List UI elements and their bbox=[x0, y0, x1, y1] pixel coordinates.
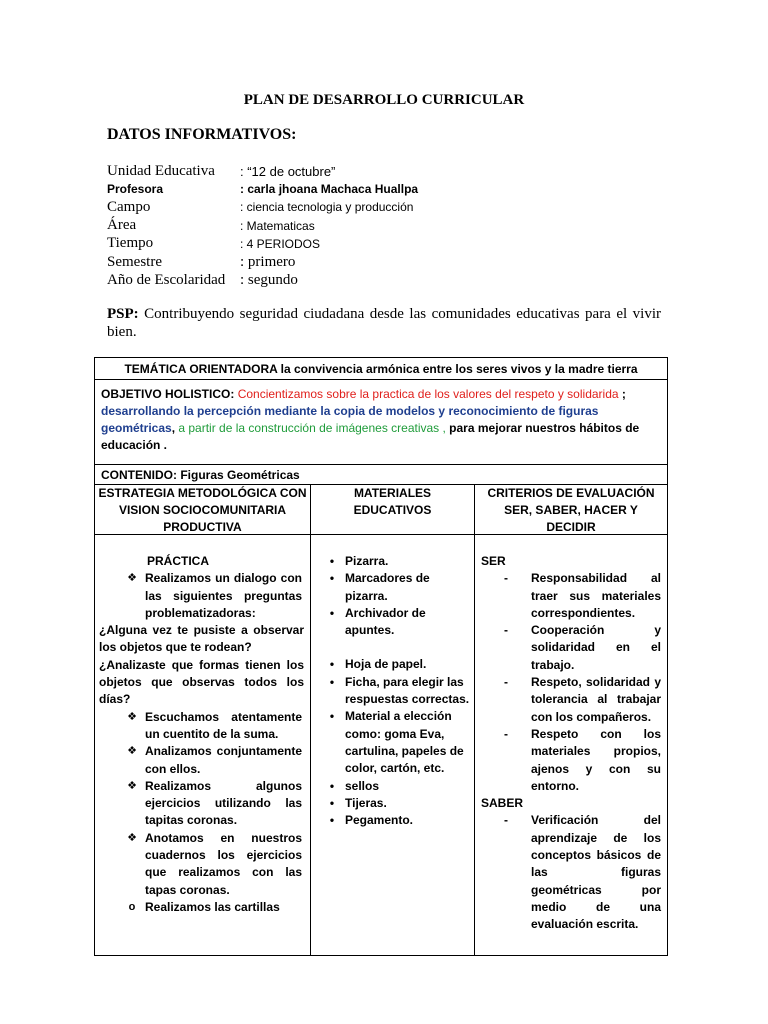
info-row-semestre bbox=[107, 253, 418, 271]
objetivo-blue-text: desarrollando la percepción mediante la copia de modelos y reconocimiento de figuras geométricas bbox=[101, 404, 599, 435]
bullet-icon: • bbox=[329, 554, 335, 568]
criterio-item bbox=[475, 812, 667, 933]
criterios-cell bbox=[475, 535, 667, 955]
column-headers-row bbox=[95, 485, 667, 535]
estrategia-cell bbox=[95, 535, 311, 955]
criterio-text: Cooperación y solidaridad en el trabajo. bbox=[531, 623, 661, 672]
material-text: Marcadores de pizarra. bbox=[345, 571, 430, 603]
psp-text: Contribuyendo seguridad ciudadana desde las comunidades educativas para el vivir bien. bbox=[107, 306, 661, 340]
material-item bbox=[311, 656, 474, 673]
material-item bbox=[311, 570, 474, 605]
list-item-text: Anotamos en nuestros cuadernos los ejercicios que realizamos con las tapas coronas. bbox=[145, 830, 302, 897]
material-item bbox=[311, 795, 474, 812]
info-value: : ciencia tecnologia y producción bbox=[240, 200, 414, 215]
material-item bbox=[311, 674, 474, 709]
material-item bbox=[311, 605, 474, 640]
list-item bbox=[95, 899, 310, 916]
diamond-bullet-icon: ❖ bbox=[127, 710, 137, 723]
diamond-bullet-icon: ❖ bbox=[127, 779, 137, 792]
ser-heading: SER bbox=[481, 554, 506, 568]
info-label: Campo bbox=[107, 198, 151, 215]
material-item bbox=[311, 708, 474, 777]
practica-heading: PRÁCTICA bbox=[147, 554, 209, 568]
info-label: Tiempo bbox=[107, 235, 154, 252]
datos-heading: DATOS INFORMATIVOS: bbox=[107, 126, 297, 143]
info-row-anio bbox=[107, 271, 418, 289]
material-item bbox=[311, 553, 474, 570]
materiales-cell bbox=[311, 535, 475, 955]
document-title: PLAN DE DESARROLLO CURRICULAR bbox=[243, 92, 525, 108]
question-text: ¿Analizaste que formas tienen los objetos que observas todos los días? bbox=[99, 657, 304, 707]
bullet-icon: • bbox=[329, 813, 335, 828]
material-text: Material a elección como: goma Eva, cartulina, papeles de color, cartón, etc. bbox=[345, 709, 464, 776]
bullet-icon: • bbox=[329, 778, 335, 793]
content-row bbox=[95, 535, 667, 955]
dash-bullet-icon: - bbox=[504, 813, 508, 828]
dash-bullet-icon: - bbox=[504, 675, 508, 690]
info-label: Profesora bbox=[107, 182, 164, 197]
tematica-row: TEMÁTICA ORIENTADORA la convivencia armónica entre los seres vivos y la madre tierra bbox=[95, 358, 667, 380]
header-estrategia: ESTRATEGIA METODOLÓGICA CON VISION SOCIOCOMUNITARIA PRODUCTIVA bbox=[95, 485, 311, 534]
info-row-area bbox=[107, 217, 418, 235]
info-label: Año de Escolaridad bbox=[107, 271, 226, 288]
criterio-item bbox=[475, 726, 667, 795]
criterio-text: Respeto con los materiales propios, ajenos y con su entorno. bbox=[531, 726, 661, 793]
saber-heading: SABER bbox=[481, 796, 524, 811]
info-value: : Matematicas bbox=[240, 218, 315, 233]
objetivo-red-text: Concientizamos sobre la practica de los valores del respeto y solidarida bbox=[237, 387, 619, 401]
bullet-icon: • bbox=[329, 709, 335, 724]
dash-bullet-icon: - bbox=[504, 726, 508, 741]
material-text: Pizarra. bbox=[345, 554, 389, 568]
info-value: : carla jhoana Machaca Huallpa bbox=[240, 182, 419, 197]
dash-bullet-icon: - bbox=[504, 623, 508, 638]
info-label: Unidad Educativa bbox=[107, 162, 215, 179]
info-row-tiempo bbox=[107, 235, 418, 253]
material-text: Hoja de papel. bbox=[345, 657, 427, 672]
criterio-item bbox=[475, 622, 667, 674]
diamond-bullet-icon: ❖ bbox=[127, 745, 137, 758]
material-text: sellos bbox=[345, 778, 380, 793]
info-label: Semestre bbox=[107, 253, 162, 270]
list-item-text: Analizamos conjuntamente con ellos. bbox=[145, 744, 302, 776]
diamond-bullet-icon: ❖ bbox=[127, 572, 137, 585]
header-materiales: MATERIALES EDUCATIVOS bbox=[311, 485, 475, 534]
header-criterios: CRITERIOS DE EVALUACIÓN SER, SABER, HACER Y DECIDIR bbox=[487, 486, 655, 534]
list-item-text: Escuchamos atentamente un cuentito de la suma. bbox=[145, 709, 302, 741]
criterio-text: Verificación del aprendizaje de los conceptos básicos de las figuras geométricas por medio de una evaluación escrita. bbox=[531, 813, 661, 932]
info-value: : segundo bbox=[240, 271, 298, 288]
bullet-icon: • bbox=[329, 795, 335, 810]
circle-bullet-icon: o bbox=[128, 900, 136, 913]
info-value: : primero bbox=[240, 253, 296, 270]
info-row-campo bbox=[107, 198, 418, 216]
dash-bullet-icon: - bbox=[504, 571, 508, 586]
material-text: Ficha, para elegir las respuestas correctas. bbox=[345, 674, 470, 707]
info-value: : “12 de octubre” bbox=[240, 163, 336, 179]
material-text: Tijeras. bbox=[345, 795, 387, 810]
criterio-text: Responsabilidad al traer sus materiales correspondientes. bbox=[531, 571, 661, 620]
list-item bbox=[95, 570, 310, 622]
material-text: Archivador de apuntes. bbox=[345, 605, 426, 638]
objetivo-row bbox=[95, 380, 667, 465]
bullet-icon: • bbox=[329, 657, 335, 672]
material-item bbox=[311, 778, 474, 795]
criterio-text: Respeto, solidaridad y tolerancia al trabajar con los compañeros. bbox=[531, 675, 661, 724]
info-block bbox=[107, 162, 418, 289]
info-row-profesora bbox=[107, 180, 418, 198]
list-item bbox=[95, 709, 310, 744]
list-item-text: Realizamos las cartillas bbox=[145, 899, 280, 914]
objetivo-comma: , bbox=[171, 421, 179, 435]
criterio-item bbox=[475, 570, 667, 622]
objetivo-green-text: a partir de la construcción de imágenes creativas , bbox=[178, 421, 446, 435]
psp-label: PSP: bbox=[107, 306, 139, 322]
list-item bbox=[95, 743, 310, 778]
diamond-bullet-icon: ❖ bbox=[127, 831, 137, 844]
objetivo-label: OBJETIVO HOLISTICO: bbox=[101, 387, 238, 401]
objetivo-end-text: para mejorar nuestros hábitos de educación . bbox=[101, 421, 640, 452]
contenido-row: CONTENIDO: Figuras Geométricas bbox=[95, 465, 667, 485]
material-item bbox=[311, 812, 474, 829]
info-value: : 4 PERIODOS bbox=[240, 236, 321, 251]
list-item bbox=[95, 830, 310, 899]
psp-paragraph bbox=[107, 305, 661, 341]
bullet-icon: • bbox=[329, 605, 335, 620]
criterio-item bbox=[475, 674, 667, 726]
list-item-text: Realizamos un dialogo con las siguientes preguntas problematizadoras: bbox=[145, 571, 302, 620]
plan-table bbox=[94, 357, 668, 956]
objetivo-separator: ; bbox=[618, 387, 626, 401]
list-item-text: Realizamos algunos ejercicios utilizando las tapitas coronas. bbox=[145, 778, 302, 828]
spacer bbox=[311, 639, 474, 656]
question-text: ¿Alguna vez te pusiste a observar los objetos que te rodean? bbox=[99, 623, 304, 655]
bullet-icon: • bbox=[329, 674, 335, 689]
info-label: Área bbox=[107, 217, 137, 234]
material-text: Pegamento. bbox=[345, 813, 414, 828]
bullet-icon: • bbox=[329, 571, 335, 586]
list-item bbox=[95, 778, 310, 830]
info-row-unidad bbox=[107, 162, 418, 180]
